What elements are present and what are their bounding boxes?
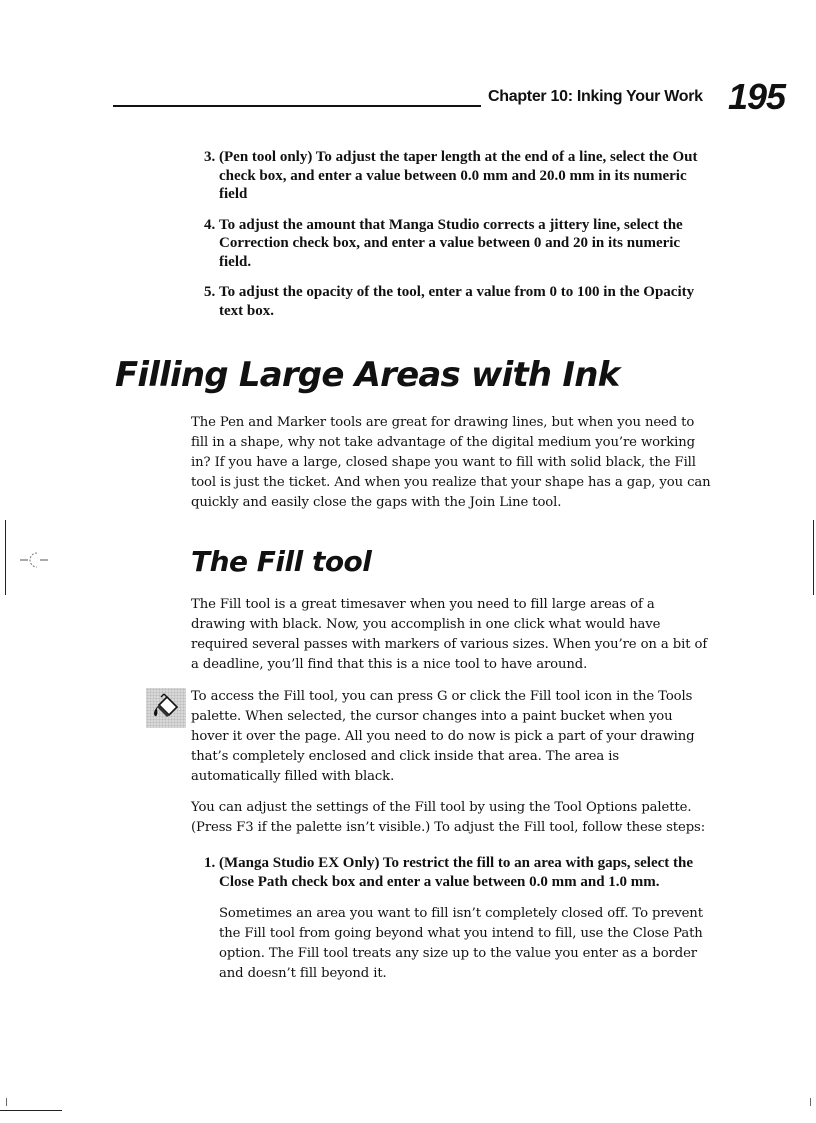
page-number: 195 (728, 76, 786, 117)
step-text: To adjust the opacity of the tool, enter a value from 0 to 100 in the Opacity text box. (219, 284, 695, 319)
steps-list-fill (204, 854, 724, 891)
margin-rule-right (813, 520, 814, 595)
subsection-heading: The Fill tool (191, 545, 372, 578)
fill-tool-paragraph-2: To access the Fill tool, you can press G or click the Fill tool icon in the Tools palette. When selected, the cursor changes into a paint bucket when you hover it over the page. All you need to do now is pick a part of your drawing that’s completely enclosed and click inside that area. The area is automatically filled with black. (191, 689, 695, 784)
crop-mark-bottom (0, 1110, 62, 1111)
step-text: (Manga Studio EX Only) To restrict the fill to an area with gaps, select the Close Path check box and enter a value between 0.0 mm and 1.0 mm. (219, 855, 694, 890)
crop-tick-right (810, 1098, 811, 1106)
step-number: 4. (204, 216, 216, 233)
step-text: (Pen tool only) To adjust the taper length at the end of a line, select the Out check box, and enter a value between 0.0 mm and 20.0 mm in its numeric field (219, 149, 698, 202)
steps-list-top (204, 148, 714, 332)
running-head-chapter-title: Chapter 10: Inking Your Work (488, 88, 703, 105)
header-rule (113, 105, 481, 107)
section-intro-paragraph: The Pen and Marker tools are great for drawing lines, but when you need to fill in a shape, why not take advantage of the digital medium you’re working in? If you have a large, closed shape you want to fill with solid black, the Fill tool is just the ticket. And when you realize that your shape has a gap, you can quickly and easily close the gaps with the Join Line tool. (191, 415, 711, 510)
margin-rule-left (5, 520, 6, 595)
fill-tool-paragraph-1: The Fill tool is a great timesaver when you need to fill large areas of a drawing with black. Now, you accomplish in one click what would have required several passes with markers of various sizes. When you’re on a bit of a deadline, you’ll find that this is a nice tool to have around. (191, 597, 708, 672)
step-1-detail: Sometimes an area you want to fill isn’t completely closed off. To prevent the Fill tool from going beyond what you intend to fill, use the Close Path option. The Fill tool treats any size up to the value you enter as a border and doesn’t fill beyond it. (219, 906, 703, 981)
fill-tool-paragraph-3: You can adjust the settings of the Fill tool by using the Tool Options palette. (Press F3 if the palette isn’t visible.) To adjust the Fill tool, follow these steps: (191, 800, 706, 835)
paint-bucket-icon (146, 688, 186, 728)
step-number: 5. (204, 284, 216, 300)
step-1 (204, 854, 724, 891)
step-text: To adjust the amount that Manga Studio corrects a jittery line, select the Correction check box, and enter a value between 0 and 20 in its numeric field. (219, 216, 683, 270)
step-5 (204, 283, 714, 320)
step-number: 1. (204, 855, 216, 871)
step-number: 3. (204, 149, 216, 165)
registration-mark-icon (20, 548, 48, 572)
step-3 (204, 148, 714, 204)
step-4 (204, 216, 714, 272)
section-heading: Filling Large Areas with Ink (115, 355, 620, 395)
crop-tick-left (6, 1098, 7, 1106)
